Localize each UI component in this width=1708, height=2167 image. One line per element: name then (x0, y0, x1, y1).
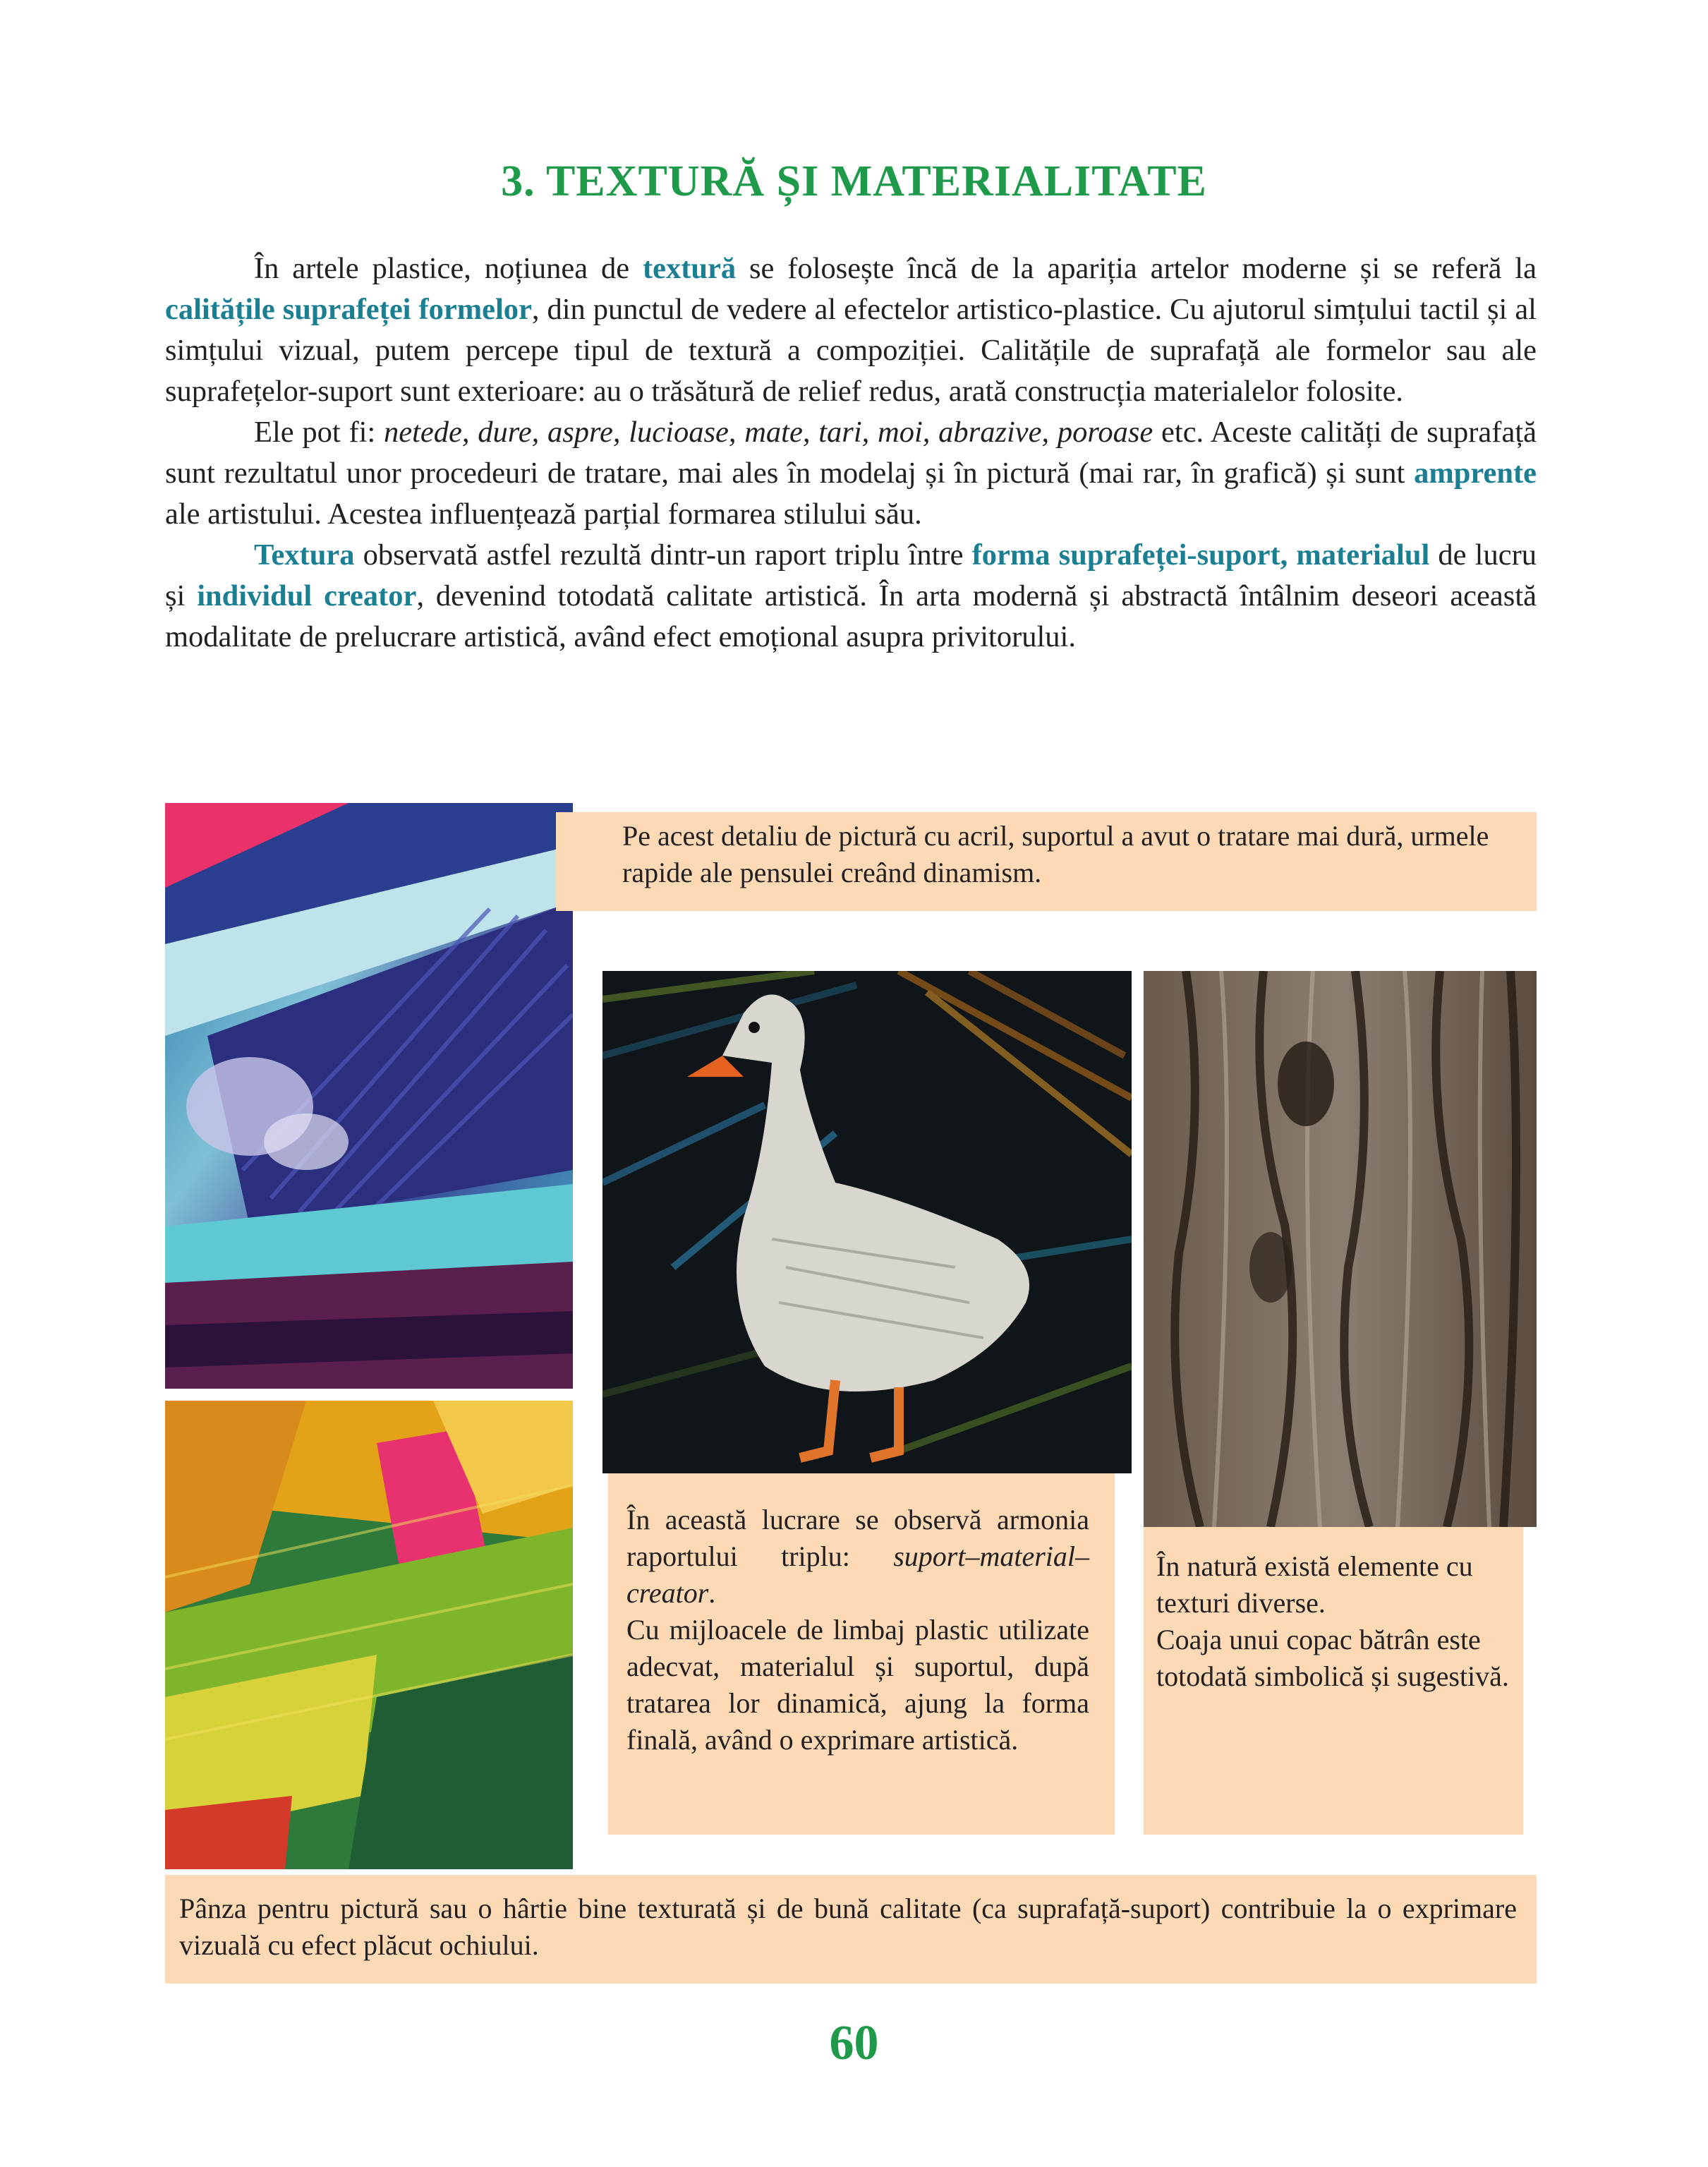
page-number: 60 (829, 2016, 879, 2070)
caption-text: Pe acest detaliu de pictură cu acril, suportul a avut o tratare mai dură, urmele rapide ale pensulei creând dinamism. (622, 820, 1489, 888)
highlight-term: forma suprafeței-suport, materialul (971, 538, 1430, 572)
text-run: etc. Aceste calități de suprafață sunt rezultatul unor procedeuri de tratare, mai ales în modelaj și în pictură (mai rar, în grafică) și sunt (165, 416, 1537, 490)
goose-artwork-image (602, 971, 1132, 1473)
caption-bark (1144, 1527, 1523, 1835)
text-run: de lucru și (165, 538, 1537, 612)
body-text (165, 248, 1537, 658)
acrylic-painting-image (165, 803, 573, 1389)
caption-acrylic (556, 812, 1537, 911)
caption-text: Pânza pentru pictură sau o hârtie bine texturată și de bună calitate (ca suprafață-suport) contribuie la o exprimare vizuală cu efect plăcut ochiului. (179, 1893, 1517, 1961)
text-run: În artele plastice, noțiunea de (254, 252, 643, 285)
highlight-term: calitățile suprafeței formelor (165, 293, 532, 326)
highlight-term: amprente (1414, 457, 1537, 490)
paragraph-3 (165, 535, 1537, 658)
caption-goose (608, 1473, 1115, 1835)
caption-paragraph (626, 1502, 1089, 1612)
highlight-term: Textura (254, 538, 355, 572)
text-run: . (708, 1577, 716, 1609)
caption-paragraph: Cu mijloacele de limbaj plastic utilizate adecvat, materialul și suportul, după tratarea lor dinamică, ajung la forma finală, având o exprimare artistică. (626, 1614, 1089, 1756)
caption-paragraph: În natură există elemente cu texturi diverse. (1156, 1550, 1473, 1619)
tree-bark-image (1144, 971, 1537, 1527)
text-run: , devenind totodată calitate artistică. În arta modernă și abstractă întâlnim deseori această modalitate de prelucrare artistică, având efect emoțional asupra privitorului. (165, 579, 1537, 653)
text-run: În această lucrare se observă armonia raportului triplu: (626, 1504, 1089, 1572)
text-run: se folosește încă de la apariția artelor moderne și se referă la (736, 252, 1537, 285)
italic-term: suport–material–creator (626, 1540, 1089, 1609)
text-run: ale artistului. Acestea influențează parțial formarea stilului său. (165, 497, 922, 531)
text-run: Ele pot fi: (254, 416, 384, 449)
paragraph-2 (165, 412, 1537, 535)
italic-term: netede, dure, aspre, lucioase, mate, tari, moi, abrazive, poroase (383, 416, 1153, 449)
text-run: observată astfel rezultă dintr-un raport triplu între (354, 538, 972, 572)
caption-canvas (165, 1875, 1537, 1984)
caption-paragraph: Coaja unui copac bătrân este totodată simbolică și sugestivă. (1156, 1624, 1509, 1692)
page-title: 3. TEXTURĂ ȘI MATERIALITATE (501, 157, 1207, 205)
highlight-term: textură (642, 252, 737, 285)
paragraph-1 (165, 248, 1537, 412)
text-run: , din punctul de vedere al efectelor artistico-plastice. Cu ajutorul simțului tactil și al simțului vizual, putem percepe tipul de textură a compoziției. Calitățile de suprafață ale formelor sau ale suprafețelor-suport sunt exterioare: au o trăsătură de relief redus, arată construcția materialelor folosite. (165, 293, 1537, 408)
pastel-texture-image (165, 1401, 573, 1869)
highlight-term: individul creator (197, 579, 417, 612)
